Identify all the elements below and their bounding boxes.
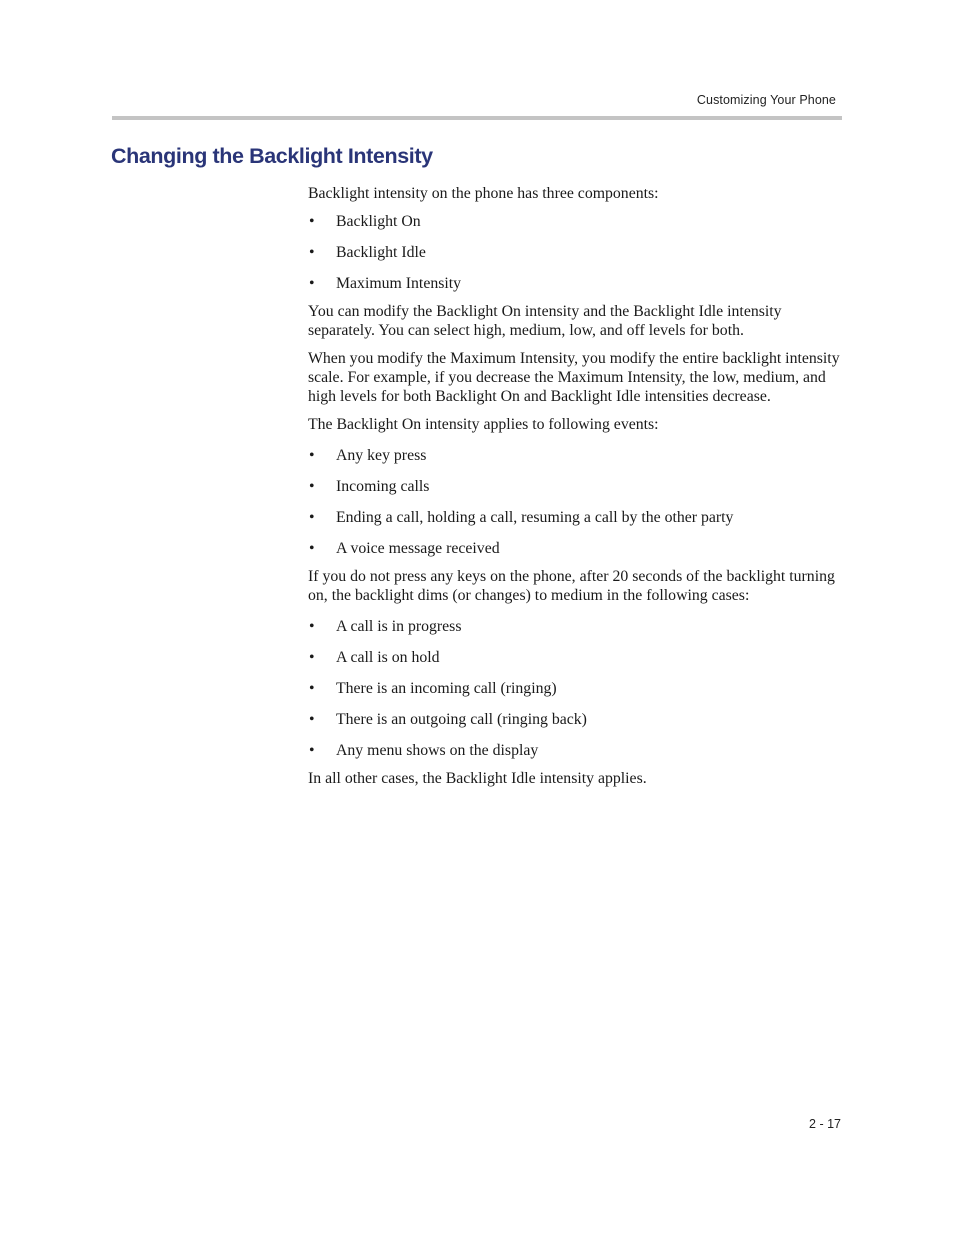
intro-paragraph: Backlight intensity on the phone has three components: xyxy=(308,185,659,202)
bullet-icon: • xyxy=(309,711,315,728)
list-item-text: There is an incoming call (ringing) xyxy=(336,680,557,697)
bullet-icon: • xyxy=(309,680,315,697)
modify-paragraph: You can modify the Backlight On intensity and the Backlight Idle intensity separately. You can select high, medium, low, and off levels for both. xyxy=(308,303,782,339)
list-item xyxy=(308,446,843,465)
list-item-text: Any menu shows on the display xyxy=(336,742,539,759)
dims-intro-paragraph: If you do not press any keys on the phone, after 20 seconds of the backlight turning on, the backlight dims (or changes) to medium in the following cases: xyxy=(308,568,835,604)
list-item-text: Any key press xyxy=(336,447,427,464)
list-item xyxy=(308,617,843,636)
list-item xyxy=(308,741,843,760)
list-item-text: Ending a call, holding a call, resuming a call by the other party xyxy=(336,509,734,526)
list-item-text: A voice message received xyxy=(336,540,500,557)
list-item-text: Backlight Idle xyxy=(336,244,426,261)
bullet-icon: • xyxy=(309,244,315,261)
list-item-text: Maximum Intensity xyxy=(336,275,462,292)
bullet-icon: • xyxy=(309,618,315,635)
section-title: Changing the Backlight Intensity xyxy=(111,144,433,168)
events-intro-paragraph: The Backlight On intensity applies to following events: xyxy=(308,416,659,433)
maximum-paragraph: When you modify the Maximum Intensity, you modify the entire backlight intensity scale. For example, if you decrease the Maximum Intensity, the low, medium, and high levels for both Backlight On and Backlight Idle intensities decrease. xyxy=(308,350,840,405)
list-item-text: Backlight On xyxy=(336,213,421,230)
list-item xyxy=(308,477,843,496)
bullet-icon: • xyxy=(309,213,315,230)
list-item-text: A call is in progress xyxy=(336,618,462,635)
bullet-icon: • xyxy=(309,478,315,495)
list-item xyxy=(308,212,843,231)
bullet-icon: • xyxy=(309,742,315,759)
list-item xyxy=(308,508,843,527)
list-item xyxy=(308,539,843,558)
header-rule xyxy=(112,116,842,120)
bullet-icon: • xyxy=(309,540,315,557)
bullet-icon: • xyxy=(309,649,315,666)
bullet-icon: • xyxy=(309,509,315,526)
running-header: Customizing Your Phone xyxy=(696,93,836,107)
section-body xyxy=(308,184,843,797)
list-item xyxy=(308,274,843,293)
list-item xyxy=(308,679,843,698)
list-item xyxy=(308,710,843,729)
list-item-text: There is an outgoing call (ringing back) xyxy=(336,711,587,728)
page-number: 2 - 17 xyxy=(809,1117,841,1131)
bullet-icon: • xyxy=(309,447,315,464)
closing-paragraph: In all other cases, the Backlight Idle intensity applies. xyxy=(308,770,647,787)
list-item-text: Incoming calls xyxy=(336,478,430,495)
list-item-text: A call is on hold xyxy=(336,649,440,666)
list-item xyxy=(308,648,843,667)
list-item xyxy=(308,243,843,262)
bullet-icon: • xyxy=(309,275,315,292)
